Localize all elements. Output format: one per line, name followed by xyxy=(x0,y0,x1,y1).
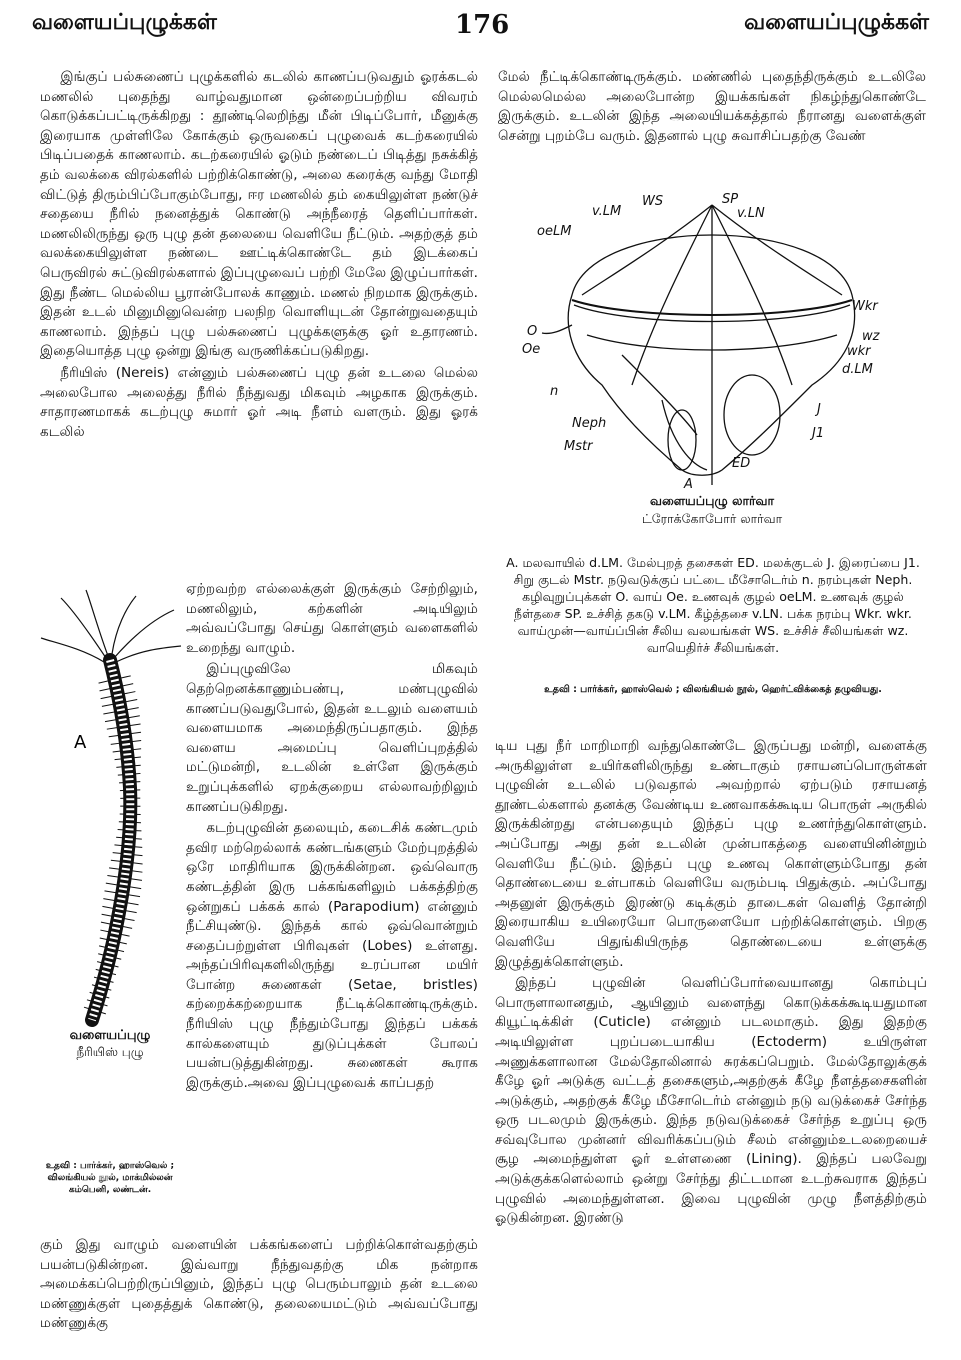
column-2-bottom xyxy=(495,737,927,1231)
parapodium-mark xyxy=(98,954,104,955)
parapodium-mark xyxy=(119,942,127,944)
figure-2-caption-title: வளையப்புழு லார்வா xyxy=(649,493,775,508)
label-dlm: d.LM xyxy=(842,362,873,377)
parapodium-mark xyxy=(107,728,118,730)
parapodium-mark xyxy=(116,958,122,959)
parapodium-mark xyxy=(131,732,141,733)
paragraph: இங்குப் பல்சுணைப் புழுக்களில் கடலில் காணப்படுவதும் ஓரக்கடல் மணலில் புதைந்து வாழ்வதுமான ஒன்றைப்பற்றிய விவரம் கொடுக்கப்பட்டிருக்கிறது : தூண்டிலெறிந்து மீன் பிடிப்போர், மீனுக்கு இரையாக முள்ளிலே கோக்கும் ஒருவகைப் புழுவைக் கடற்கரையில் பிடிப்பதைக் காணலாம். கடற்கரையில் ஓடும் நண்டைப் பிடித்து நசுக்கித் தம் வலக்கை விரல்களில் பற்றிக்கொண்டு, அலை கரைக்கு வந்து மோதி விட்டுத் திரும்பிப்போகும்போது, ஈர மணலில் தம் கையிலுள்ள நண்டுச் சதையை நீரில் நனைத்துக் கொண்டு அந்நீரைத் தெளிப்பார்கள். மணலிலிருந்து ஒரு புழு தன் தலையை வெளியே நீட்டும். அதற்குத் தம் வலக்கையிலுள்ள நண்டை ஊட்டிக்கொண்டே தம் இடக்கைப் பெருவிரல் சுட்டுவிரல்களால் இப்புழுவைப் பற்றி மேலே இழுப்பார்கள். இது நீண்ட மெல்லிய பூரான்போலக் காணும். மணல் நிறமாக இருக்கும். இதன் உடல் மினுமினுவென்ற பலநிற வொளியுடன் தோன்றுவதையும் காணலாம். இந்தப் புழு பல்சுணைப் புழுக்களுக்கு ஓர் உதாரணம். இதையொத்த புழு ஒன்று இங்கு வருணிக்கப்படுகிறது. xyxy=(40,69,478,360)
parapodium-mark xyxy=(102,914,113,916)
parapodium-mark xyxy=(115,759,122,760)
parapodium-mark xyxy=(116,767,122,768)
parapodium-mark xyxy=(133,749,141,750)
figure-1-credit: உதவி : பார்க்கர், ஹாஸ்வெல் ; விலங்கியல் நூல், மாக்மில்லன் கம்பெனி, லண்டன். xyxy=(45,1161,175,1195)
parapodium-mark xyxy=(113,751,121,752)
column-1-beside-figure xyxy=(186,580,478,1095)
parapodium-mark xyxy=(122,684,133,686)
figure-2-caption xyxy=(498,492,926,528)
figure-2-caption-subtitle: ட்ரோக்கோபோர் லார்வா xyxy=(641,511,783,526)
label-wkr-upper: Wkr xyxy=(852,299,878,314)
parapodium-mark xyxy=(105,720,116,722)
parapodium-mark xyxy=(114,845,122,846)
parapodium-mark xyxy=(111,743,120,744)
parapodium-mark xyxy=(133,863,143,864)
running-header-left: வளையப்புழுக்கள் xyxy=(32,10,217,35)
label-sp: SP xyxy=(722,192,739,207)
parapodium-mark xyxy=(134,757,141,758)
paragraph: கும் இது வாழும் வளையின் பக்கங்களைப் பற்றிக்கொள்வதற்கும் பயன்படுகின்றன. இவ்வாறு நீந்துவதற்கு மிக நன்றாக அமைக்கப்பெற்றிருப்பினும், இந்தப் புழு பெரும்பாலும் தன் உடலை மண்ணுக்குள் புதைத்துக் கொண்டு, தலையைமட்டும் அவ்வப்போது மண்ணுக்கு xyxy=(40,1237,478,1332)
paragraph: ஏற்றவற்ற எல்லைக்குள் இருக்கும் சேற்றிலும், மணலிலும், கற்களின் அடியிலும் அவ்வப்போது செய்து கொள்ளும் வளைகளில் உறைந்து வாழும். xyxy=(186,581,478,656)
parapodium-mark xyxy=(116,837,123,838)
parapodium-mark xyxy=(103,899,115,901)
label-wkr-lower: wkr xyxy=(847,344,871,359)
figure-1-caption xyxy=(36,1028,184,1060)
parapodium-mark xyxy=(102,906,113,908)
label-oe: Oe xyxy=(522,342,541,357)
page-number: 176 xyxy=(455,10,510,40)
parapodium-mark xyxy=(129,887,141,889)
parapodium-mark xyxy=(135,839,142,840)
parapodium-mark xyxy=(100,689,111,691)
parapodium-mark xyxy=(122,926,132,928)
figure-letter-a: A xyxy=(74,732,87,753)
paragraph: மேல் நீட்டிக்கொண்டிருக்கும். மண்ணில் புதைந்திருக்கும் உடலிலே மெல்லமெல்ல அலைபோன்ற இயக்கங்கள் நிகழ்ந்துகொண்டே இருக்கும். உடலின் இந்த அலையியக்கத்தால் நீரானது வளைக்குள் சென்று புறம்பே வரும். இதனால் புழு சுவாசிப்பதற்கு வேண் xyxy=(498,69,926,144)
parapodium-mark xyxy=(103,712,115,714)
figure-1-caption-subtitle: நீரியிஸ் புழு xyxy=(76,1045,144,1059)
paragraph: நீரியிஸ் (Nereis) என்னும் பல்சுணைப் புழு தன் உடலை மெல்ல அலைபோல அலைத்து நீரில் நீந்துவது மிகவும் அழகாக இருக்கும். சாதாரணமாகக் கடற்புழு சுமார் ஓர் அடி நீளம் வளரும். இது ஓரக் கடலில் xyxy=(40,364,478,440)
label-o: O xyxy=(527,324,538,339)
label-ed: ED xyxy=(732,456,751,471)
parapodium-mark xyxy=(104,891,116,893)
parapodium-mark xyxy=(106,883,118,885)
parapodium-mark xyxy=(134,847,142,848)
label-a: A xyxy=(684,477,693,490)
parapodium-mark xyxy=(101,922,111,924)
parapodium-mark xyxy=(128,716,139,718)
parapodium-mark xyxy=(101,696,112,698)
label-j: J xyxy=(817,402,821,417)
label-j1: J1 xyxy=(812,426,825,441)
parapodium-mark xyxy=(107,875,118,877)
parapodium-mark xyxy=(124,919,135,921)
parapodium-mark xyxy=(130,724,141,726)
label-vlm: v.LM xyxy=(592,204,622,219)
parapodium-mark xyxy=(100,930,109,932)
nereis-worm-figure xyxy=(36,588,184,1028)
column-1-bottom xyxy=(40,1236,478,1336)
parapodium-mark xyxy=(113,853,122,854)
paragraph: இந்தப் புழுவின் வெளிப்போர்வையானது கொம்புப் பொருளாலானதும், ஆயினும் வளைந்து கொடுக்கக்கூடியதுமான கியூட்டிக்கிள் (Cuticle) என்னும் படலமாகும். இது இதற்கு அடியிலுள்ள புறப்படையாகிய (Ectoderm) உயிருள்ள அணுக்களாலான மேல்தோலினால் சுரக்கப்பெறும். மேல்தோலுக்குக் கீழே ஓர் அடுக்கு வட்டத் தசைகளும்,அதற்குக் கீழே நீளத்தசைகளின் அடுக்கும், அதற்குக் கீழே மீசோடெர்ம் என்னும் நடு வடுக்கைச் சேர்ந்த ஒரு படலமும் இருக்கும். இந்த நடுவடுக்கைச் சேர்ந்த உறுப்பு ஒரு சவ்வுபோல முன்னர் விவரிக்கப்படும் சீலம் என்னும்உடலறையைச் சூழ அமைந்துள்ள ஓர் உள்ளணை (Lining). இந்தப் பலவேறு அடுக்குக்களெல்லாம் ஒன்று சேர்ந்து திட்டமான உடற்சுவராக இந்தப் புழுவில் அமைந்துள்ளன. இவை புழுவின் முழு நீளத்திற்கும் ஓடுகின்றன. இரண்டு xyxy=(495,975,927,1227)
label-wz: wz xyxy=(862,329,880,344)
paragraph: கடற்புழுவின் தலையும், கடைசிக் கண்டமும் தவிர மற்றெல்லாக் கண்டங்களும் மேற்புறத்தில் ஒரே மாதிரியாக இருக்கின்றன. ஒவ்வொரு கண்டத்தின் இரு பக்கங்களிலும் பக்கத்திற்கு ஒன்றுகப் பக்கக் கால் (Parapodium) என்னும் நீட்சியுண்டு. இந்தக் கால் ஒவ்வொன்றும் சதைப்பற்றுள்ள பிரிவுகள் (Lobes) உள்ளது. அந்தப்பிரிவுகளிலிருந்து உரப்பான மயிர் போன்ற சுணைகள் (Setae, bristles) கற்றைக்கற்றையாக நீட்டிக்கொண்டிருக்கும். நீரியிஸ் புழு நீந்தும்போது இந்தப் பக்கக் கால்களையும் துடுப்புக்கள் போலப் பயன்படுத்துகின்றது. சுணைகள் கூராக இருக்கும்.அவை இப்புழுவைக் காப்பதற் xyxy=(186,820,478,1091)
trochophore-larva-figure xyxy=(512,185,912,490)
parapodium-mark xyxy=(134,855,143,856)
parapodium-mark xyxy=(127,903,139,905)
parapodium-mark xyxy=(99,681,109,683)
running-header-right: வளையப்புழுக்கள் xyxy=(744,10,929,35)
column-1-top xyxy=(40,68,478,444)
parapodium-mark xyxy=(127,708,139,710)
parapodium-mark xyxy=(100,938,108,940)
parapodium-mark xyxy=(132,871,143,872)
column-2-top xyxy=(498,68,926,148)
parapodium-mark xyxy=(109,735,119,736)
parapodium-mark xyxy=(132,740,141,741)
parapodium-mark xyxy=(121,934,130,936)
label-n: n xyxy=(550,384,559,399)
label-ws: WS xyxy=(642,194,664,209)
parapodium-mark xyxy=(109,868,120,869)
label-vln: v.LN xyxy=(737,206,765,221)
parapodium-mark xyxy=(99,946,106,948)
parapodium-mark xyxy=(125,911,136,913)
parapodium-mark xyxy=(128,895,140,897)
figure-labels xyxy=(522,192,881,490)
figure-2-legend: A. மலவாயில் d.LM. மேல்புறத் தசைகள் ED. மலக்குடல் J. இரைப்பை J1. சிறு குடல் Mstr. நடுவடுக்குப் பட்டை மீசோடெர்ம் n. நரம்புகள் Neph. கழிவுறுப்புக்கள் O. வாய் Oe. உணவுக் குழல் oeLM. உணவுக் குழல் நீள்தசை SP. உச்சித் தகடு v.LM. கீழ்த்தசை v.LN. பக்க நரம்பு Wkr. wkr. வாய்முன்—வாய்ப்பின் சீலிய வலயங்கள் WS. உச்சிச் சீலியங்கள் wz. வாயெதிர்ச் சீலியங்கள். xyxy=(506,555,920,655)
figure-1-caption-title: வளையப்புழு xyxy=(69,1028,151,1043)
label-neph: Neph xyxy=(572,416,607,431)
parapodium-mark xyxy=(124,692,135,694)
parapodium-mark xyxy=(125,700,137,702)
paragraph: டிய புது நீர் மாறிமாறி வந்துகொண்டே இருப்பது மன்றி, வளைக்கு அருகிலுள்ள உயிர்களிலிருந்து உண்டாகும் ரசாயனப்பொருள்கள் புழுவின் உடலில் படுவதால் அவற்றால் ஏற்படும் ரசாயனத் தூண்டல்களால் தனக்கு வேண்டிய உணவாகக்கூடிய பொருள் அருகில் இருக்கின்றது என்பதையும் இந்தப் புழு உணர்ந்துகொள்ளும். அப்போது அது தன் உடலின் முன்பாகத்தை வளையினின்றும் வெளியே நீட்டும். இந்தப் புழு உணவு கொள்ளும்போது தன் தொண்டையை உள்பாகம் வெளியே வரும்படி பிதுக்கும். அப்போது அதனுள் இருக்கும் இரண்டு கடிக்கும் தாடைகள் வெளித் தோன்றி இரையாகிய உயிரையோ பொருளையோ பற்றிக்கொள்ளும். பிறகு வெளியே பிதுங்கியிருந்த தொண்டையை உள்ளுக்கு இழுத்துக்கொள்ளும். xyxy=(495,738,927,970)
parapodium-mark xyxy=(134,765,140,766)
label-oelm: oeLM xyxy=(537,224,572,239)
paragraph: இப்புழுவிலே மிகவும் தெற்றெனக்காணும்பண்பு, மண்புழுவில் காணப்படுவதுபோல், இதன் உடலும் வளையம் வளையமாக அமைந்திருப்பதாகும். இந்த வளைய அமைப்பு வெளிப்புறத்தில் மட்டுமன்றி, உடலின் உள்ளே இருக்கும் உறுப்புக்களில் ஏறக்குறைய எல்லாவற்றிலும் காணப்படுகிறது. xyxy=(186,661,478,815)
parapodium-mark xyxy=(120,676,130,678)
figure-2-credit: உதவி : பார்க்கர், ஹாஸ்வெல் ; விலங்கியல் நூல், ஹெர்ட்விக்கைத் தழுவியது. xyxy=(544,684,882,695)
parapodium-mark xyxy=(131,879,142,881)
label-mstr: Mstr xyxy=(564,439,593,454)
parapodium-mark xyxy=(117,950,124,952)
parapodium-mark xyxy=(111,860,121,861)
parapodium-mark xyxy=(102,704,114,706)
